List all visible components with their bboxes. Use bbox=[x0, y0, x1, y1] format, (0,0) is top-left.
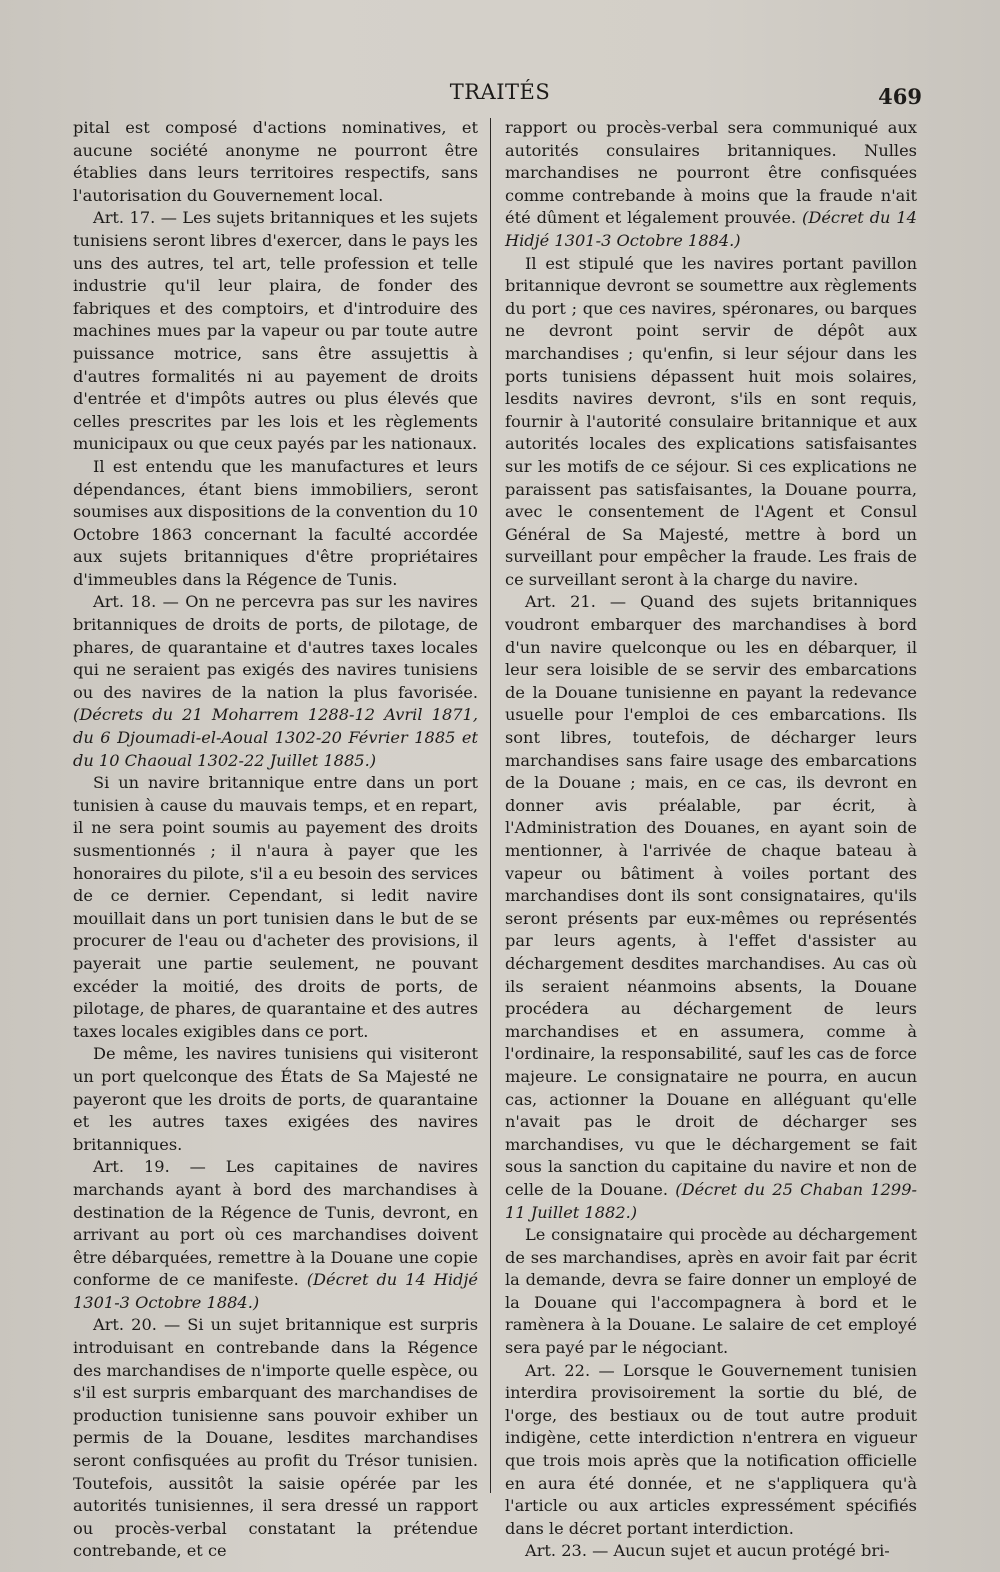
paragraph: De même, les navires tunisiens qui visiteront un port quelconque des États de Sa Majesté ne payeront que les droits de ports, de quarantaine et les autres taxes exigées des navires britanniques. bbox=[73, 1044, 478, 1154]
paragraph-art-18: Art. 18. — On ne percevra pas sur les navires britanniques de droits de ports, de pilotage, de phares, de quarantaine et d'autres taxes locales qui ne seraient pas exigés des navires tunisiens ou des navires de la nation la plus favorisée. (Décrets du 21 Moharrem 1288-12 Avril 1871, du 6 Djoumadi-el-Aoual 1302-20 Février 1885 et du 10 Chaoual 1302-22 Juillet 1885.) bbox=[73, 592, 478, 770]
paragraph-art-17: Art. 17. — Les sujets britanniques et les sujets tunisiens seront libres d'exercer, dans le pays les uns des autres, tel art, telle profession et telle industrie qu'il leur plaira, de fonder des fabriques et des comptoirs, et d'introduire des machines mues par la vapeur ou par toute autre puissance motrice, sans être assujettis à d'autres formalités ni au payement de droits d'entrée et d'impôts autres ou plus élevés que celles prescrites par les lois et les règlements municipaux ou que ceux payés par les nationaux. bbox=[73, 208, 478, 454]
paragraph: Si un navire britannique entre dans un port tunisien à cause du mauvais temps, et en repart, il ne sera point soumis au payement des droits susmentionnés ; il n'aura à payer que les honoraires du pilote, s'il a eu besoin des services de ce dernier. Cependant, si ledit navire mouillait dans un port tunisien dans le but de se procurer de l'eau ou d'acheter des provisions, il payerait une partie seulement, ne pouvant excéder la moitié, des droits de ports, de pilotage, de phares, de quarantaine et des autres taxes locales exigibles dans ce port. bbox=[73, 773, 478, 1041]
decree-reference: (Décret du 14 Hidjé 1301-3 Octobre 1884.) bbox=[505, 208, 917, 250]
paragraph: Il est stipulé que les navires portant pavillon britannique devront se soumettre aux règlements du port ; que ces navires, spéronares, ou barques ne devront point servir de dépôt aux marchandises ; qu'enfin, si leur séjour dans les ports tunisiens dépassent huit mois solaires, lesdits navires devront, s'ils en sont requis, fournir à l'autorité consulaire britannique et aux autorités locales des explications satisfaisantes sur les motifs de ce séjour. Si ces explications ne paraissent pas satisfaisantes, la Douane pourra, avec le consentement de l'Agent et Consul Général de Sa Majesté, mettre à bord un surveillant pour empêcher la fraude. Les frais de ce surveillant seront à la charge du navire. bbox=[505, 253, 917, 589]
paragraph: Le consignataire qui procède au déchargement de ses marchandises, après en avoir fait par écrit la demande, devra se faire donner un employé de la Douane qui l'accompagnera à bord et le ramènera à la Douane. Le salaire de cet employé sera payé par le négociant. bbox=[505, 1225, 917, 1358]
decree-reference: (Décret du 25 Chaban 1299-11 Juillet 1882.) bbox=[505, 1179, 917, 1222]
running-title: TRAITÉS bbox=[449, 80, 551, 104]
right-column bbox=[505, 117, 917, 1563]
column-divider bbox=[490, 118, 491, 1493]
paragraph-art-20: Art. 20. — Si un sujet britannique est surpris introduisant en contrebande dans la Régence des marchandises de n'importe quelle espèce, ou s'il est surpris embarquant des marchandises de production tunisienne sans pouvoir exhiber un permis de la Douane, lesdites marchandises seront confisquées au profit du Trésor tunisien. Toutefois, aussitôt la saisie opérée par les autorités tunisiennes, il sera dressé un rapport ou procès-verbal constatant la prétendue contrebande, et ce bbox=[73, 1315, 478, 1561]
left-column bbox=[73, 117, 478, 1563]
paragraph-art-19: Art. 19. — Les capitaines de navires marchands ayant à bord des marchandises à destination de la Régence de Tunis, devront, en arrivant au port où ces marchandises doivent être débarquées, remettre à la Douane une copie conforme de ce manifeste. (Décret du 14 Hidjé 1301-3 Octobre 1884.) bbox=[73, 1157, 478, 1312]
paragraph: pital est composé d'actions nominatives, et aucune société anonyme ne pourront être établies dans leurs territoires respectifs, sans l'autorisation du Gouvernement local. bbox=[73, 118, 478, 205]
paragraph-art-21: Art. 21. — Quand des sujets britanniques voudront embarquer des marchandises à bord d'un navire quelconque ou les en débarquer, il leur sera loisible de se servir des embarcations de la Douane tunisienne en payant la redevance usuelle pour l'emploi de ces embarcations. Ils sont libres, toutefois, de décharger leurs marchandises sans faire usage des embarcations de la Douane ; mais, en ce cas, ils devront en donner avis préalable, par écrit, à l'Administration des Douanes, en ayant soin de mentionner, à l'arrivée de chaque bateau à vapeur ou bâtiment à voiles portant des marchandises dont ils sont consignataires, qu'ils seront présents par eux-mêmes ou représentés par leurs agents, à l'effet d'assister au déchargement desdites marchandises. Au cas où ils seraient néanmoins absents, la Douane procédera au déchargement de leurs marchandises et en assumera, comme à l'ordinaire, la responsabilité, sauf les cas de force majeure. Le consignataire ne pourra, en aucun cas, actionner la Douane en alléguant qu'elle n'avait pas le droit de décharger ses marchandises, vu que le déchargement se fait sous la sanction du capitaine du navire et non de celle de la Douane. (Décret du 25 Chaban 1299-11 Juillet 1882.) bbox=[505, 592, 917, 1222]
paragraph-art-22: Art. 22. — Lorsque le Gouvernement tunisien interdira provisoirement la sortie du blé, de l'orge, des bestiaux ou de tout autre produit indigène, cette interdiction n'entrera en vigueur que trois mois après que la notification officielle en aura été donnée, et ne s'appliquera qu'à l'article ou aux articles expressément spécifiés dans le décret portant interdiction. bbox=[505, 1360, 917, 1538]
page-number: 469 bbox=[878, 84, 922, 109]
decree-reference: (Décret du 14 Hidjé 1301-3 Octobre 1884.) bbox=[73, 1270, 478, 1312]
decree-reference: (Décrets du 21 Moharrem 1288-12 Avril 1871, du 6 Djoumadi-el-Aoual 1302-20 Février 1885 et du 10 Chaoual 1302-22 Juillet 1885.) bbox=[73, 705, 478, 770]
paragraph-art-23: Art. 23. — Aucun sujet et aucun protégé bri- bbox=[525, 1541, 890, 1561]
paragraph: rapport ou procès-verbal sera communiqué aux autorités consulaires britanniques. Nulles marchandises ne pourront être confisquées comme contrebande à moins que la fraude n'ait été dûment et légalement prouvée. (Décret du 14 Hidjé 1301-3 Octobre 1884.) bbox=[505, 118, 917, 250]
paragraph: Il est entendu que les manufactures et leurs dépendances, étant biens immobiliers, seront soumises aux dispositions de la convention du 10 Octobre 1863 concernant la faculté accordée aux sujets britanniques d'être propriétaires d'immeubles dans la Régence de Tunis. bbox=[73, 456, 478, 589]
